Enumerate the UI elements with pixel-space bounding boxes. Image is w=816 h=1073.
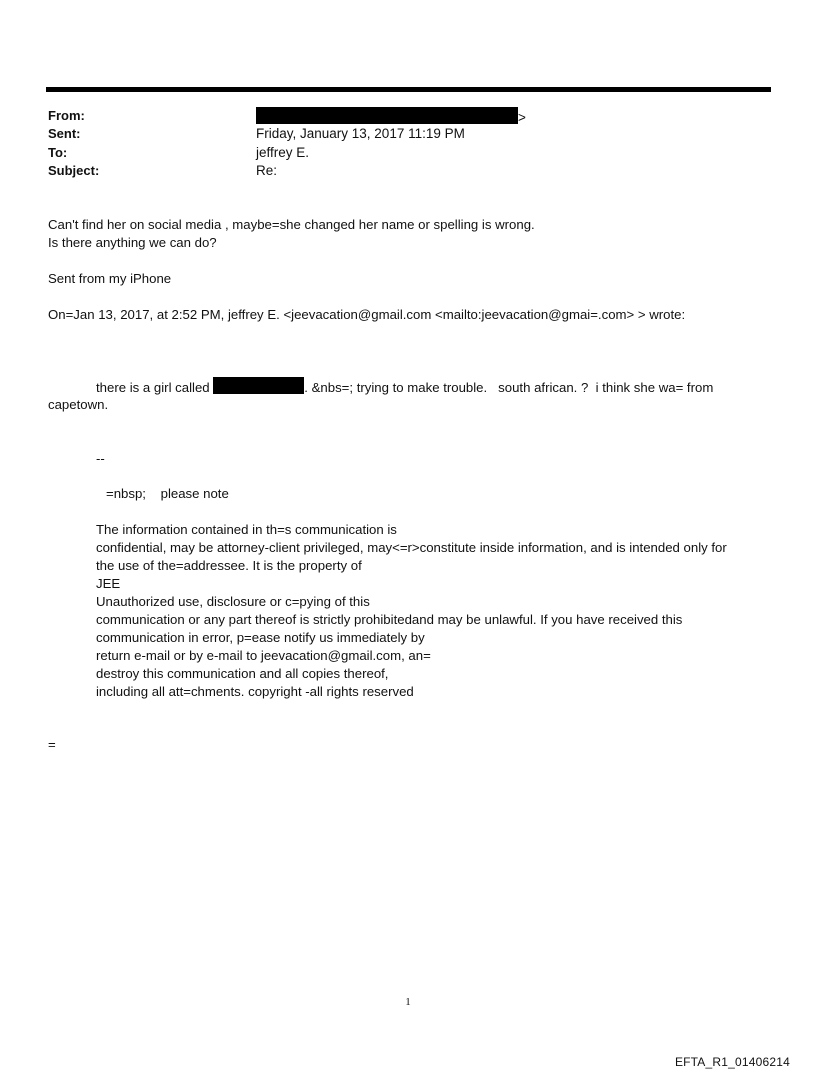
signature-line: Sent from my iPhone (48, 271, 172, 286)
bates-number: EFTA_R1_01406214 (674, 1055, 790, 1069)
quoted-prefix: there is a girl called (96, 380, 210, 395)
redaction-block (256, 107, 518, 124)
from-label: From: (48, 108, 85, 123)
from-suffix: > (518, 110, 526, 125)
header-rule (46, 87, 771, 92)
body-line-2: Is there anything we can do? (48, 235, 217, 250)
disclaimer-line: communication or any part thereof is strictly prohibitedand may be unlawful. If you have received this (96, 612, 683, 627)
disclaimer-line: destroy this communication and all copies thereof, (96, 666, 389, 681)
redaction-block (213, 377, 304, 394)
quoted-suffix: . &nbs=; trying to make trouble. south african. ? i think she wa= from (304, 380, 714, 395)
subject-value: Re: (256, 163, 278, 178)
disclaimer-line: The information contained in th=s communication is (96, 522, 397, 537)
quoted-line-1 (96, 377, 713, 397)
disclaimer-line: JEE (96, 576, 121, 591)
disclaimer-line: including all att=chments. copyright -all rights reserved (96, 684, 414, 699)
sent-label: Sent: (48, 126, 81, 141)
disclaimer-line: communication in error, p=ease notify us immediately by (96, 630, 425, 645)
disclaimer-line: confidential, may be attorney-client privileged, may<=r>constitute inside information, and is intended only for (96, 540, 727, 555)
page-number: 1 (405, 996, 411, 1008)
body-line-1: Can't find her on social media , maybe=she changed her name or spelling is wrong. (48, 217, 535, 232)
disclaimer-line: Unauthorized use, disclosure or c=pying of this (96, 594, 370, 609)
sent-value: Friday, January 13, 2017 11:19 PM (256, 126, 465, 141)
to-label: To: (48, 145, 68, 160)
please-note-line: =nbsp; please note (106, 486, 229, 501)
to-value: jeffrey E. (256, 145, 310, 160)
disclaimer-line: return e-mail or by e-mail to jeevacation@gmail.com, an= (96, 648, 431, 663)
quote-intro: On=Jan 13, 2017, at 2:52 PM, jeffrey E. <jeevacation@gmail.com <mailto:jeevacation@gmai=.com> > wrote: (48, 307, 686, 322)
disclaimer-line: the use of the=addressee. It is the property of (96, 558, 362, 573)
subject-label: Subject: (48, 163, 100, 178)
trailing-equals: = (48, 737, 56, 752)
quoted-line-2: capetown. (48, 397, 109, 412)
from-value (256, 107, 526, 125)
signature-dashes: -- (96, 451, 105, 466)
